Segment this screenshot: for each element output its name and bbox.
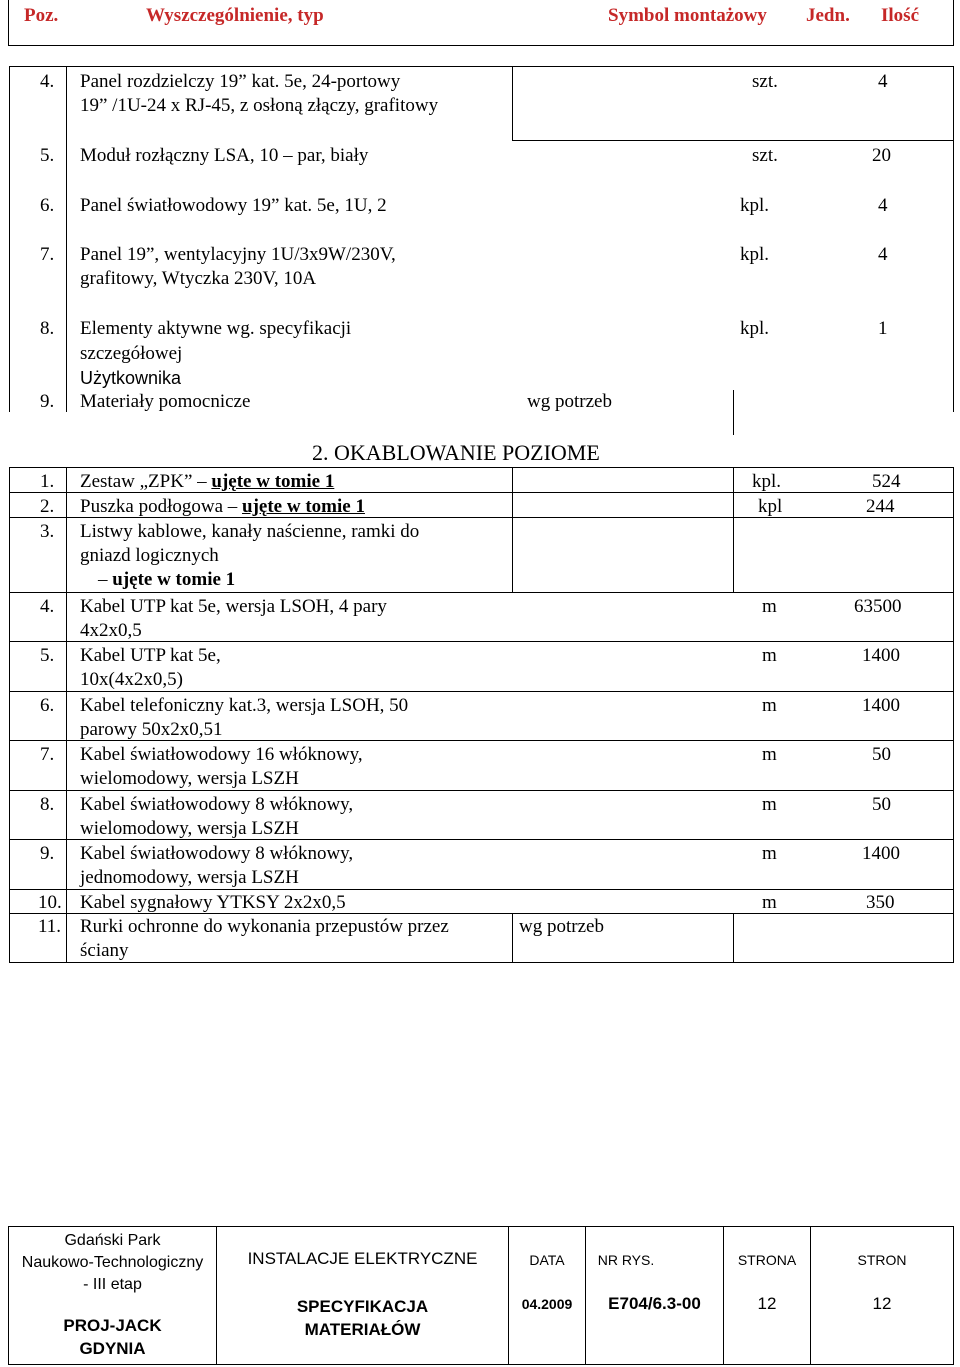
date-value: 04.2009 bbox=[521, 1296, 573, 1312]
drawing-number-label: NR RYS. bbox=[597, 1252, 655, 1268]
row-unit: szt. bbox=[752, 71, 778, 92]
row-unit: kpl bbox=[758, 496, 783, 517]
row-unit: m bbox=[762, 645, 777, 666]
row-quantity: 244 bbox=[866, 496, 895, 517]
row-description: Kabel światłowodowy 8 włóknowy, bbox=[80, 794, 354, 815]
row-number: 4. bbox=[40, 71, 55, 92]
row-quantity: 4 bbox=[878, 195, 888, 216]
row-description-cont: 10x(4x2x0,5) bbox=[80, 669, 183, 690]
row-quantity: 524 bbox=[872, 471, 901, 492]
row-quantity: 1400 bbox=[862, 843, 900, 864]
row-number: 6. bbox=[40, 695, 55, 716]
row-description: Panel rozdzielczy 19” kat. 5e, 24-portowy bbox=[80, 71, 401, 92]
row-description-cont: 4x2x0,5 bbox=[80, 620, 142, 641]
row-number: 2. bbox=[40, 496, 55, 517]
row-description-cont: 19” /1U-24 x RJ-45, z osłoną złączy, grafitowy bbox=[80, 95, 439, 116]
company-name: PROJ-JACK GDYNIA bbox=[63, 1316, 162, 1358]
header-description: Wyszczególnienie, typ bbox=[146, 5, 324, 26]
row-note: wg potrzeb bbox=[519, 916, 604, 937]
row-unit: kpl. bbox=[740, 318, 770, 339]
document-title: SPECYFIKACJA MATERIAŁÓW bbox=[296, 1297, 429, 1339]
row-number: 1. bbox=[40, 471, 55, 492]
row-unit: m bbox=[762, 892, 777, 913]
row-quantity: 4 bbox=[878, 244, 888, 265]
page-number: 12 bbox=[757, 1294, 777, 1313]
row-unit: m bbox=[762, 843, 777, 864]
row-quantity: 50 bbox=[872, 744, 891, 765]
row-description-cont: wielomodowy, wersja LSZH bbox=[80, 818, 299, 839]
row-description: Kabel UTP kat 5e, bbox=[80, 645, 221, 666]
row-unit: m bbox=[762, 794, 777, 815]
row-quantity: 20 bbox=[872, 145, 891, 166]
row-description: Listwy kablowe, kanały naścienne, ramki do bbox=[80, 521, 420, 542]
drawing-number: E704/6.3-00 bbox=[608, 1294, 701, 1313]
page-label: STRONA bbox=[737, 1252, 797, 1268]
row-quantity: 4 bbox=[878, 71, 888, 92]
row-description-cont: jednomodowy, wersja LSZH bbox=[80, 867, 299, 888]
row-unit: kpl. bbox=[752, 471, 782, 492]
row-number: 9. bbox=[40, 843, 55, 864]
row-description: Moduł rozłączny LSA, 10 – par, biały bbox=[80, 145, 369, 166]
row-description: Panel 19”, wentylacyjny 1U/3x9W/230V, bbox=[80, 244, 396, 265]
row-description: Panel światłowodowy 19” kat. 5e, 1U, 2 bbox=[80, 195, 387, 216]
row-number: 8. bbox=[40, 318, 55, 339]
row-number: 5. bbox=[40, 145, 55, 166]
row-description-cont: – ujęte w tomie 1 bbox=[98, 569, 236, 590]
row-unit: m bbox=[762, 596, 777, 617]
row-quantity: 50 bbox=[872, 794, 891, 815]
row-description: Materiały pomocnicze bbox=[80, 391, 251, 412]
row-note: wg potrzeb bbox=[527, 391, 612, 412]
row-number: 6. bbox=[40, 195, 55, 216]
row-unit: m bbox=[762, 744, 777, 765]
row-number: 10. bbox=[38, 892, 62, 913]
date-label: DATA bbox=[529, 1252, 565, 1268]
row-number: 4. bbox=[40, 596, 55, 617]
row-description: Puszka podłogowa – ujęte w tomie 1 bbox=[80, 496, 365, 517]
row-description-cont: wielomodowy, wersja LSZH bbox=[80, 768, 299, 789]
row-unit: m bbox=[762, 695, 777, 716]
header-symbol: Symbol montażowy bbox=[608, 5, 767, 26]
pages-label: STRON bbox=[857, 1252, 907, 1268]
row-description-cont: ściany bbox=[80, 940, 129, 961]
row-description: Kabel UTP kat 5e, wersja LSOH, 4 pary bbox=[80, 596, 387, 617]
row-description: Elementy aktywne wg. specyfikacji bbox=[80, 318, 352, 339]
organization-name: Gdański Park Naukowo-Technologiczny - III etap bbox=[21, 1232, 204, 1293]
row-description-cont: parowy 50x2x0,51 bbox=[80, 719, 223, 740]
row-number: 7. bbox=[40, 244, 55, 265]
row-description-cont: Użytkownika bbox=[80, 368, 182, 388]
discipline: INSTALACJE ELEKTRYCZNE bbox=[247, 1249, 478, 1268]
row-quantity: 1 bbox=[878, 318, 888, 339]
row-description: Kabel światłowodowy 16 włóknowy, bbox=[80, 744, 363, 765]
row-description: Zestaw „ZPK” – ujęte w tomie 1 bbox=[80, 471, 335, 492]
row-unit: kpl. bbox=[740, 244, 770, 265]
row-number: 5. bbox=[40, 645, 55, 666]
header-poz: Poz. bbox=[24, 5, 59, 26]
row-description: Kabel sygnałowy YTKSY 2x2x0,5 bbox=[80, 892, 346, 913]
row-quantity: 1400 bbox=[862, 645, 900, 666]
row-unit: szt. bbox=[752, 145, 778, 166]
section-title: 2. OKABLOWANIE POZIOME bbox=[312, 440, 600, 465]
row-description: Kabel telefoniczny kat.3, wersja LSOH, 50 bbox=[80, 695, 409, 716]
pages-total: 12 bbox=[872, 1294, 892, 1313]
row-description: Rurki ochronne do wykonania przepustów przez bbox=[80, 916, 449, 937]
row-quantity: 63500 bbox=[854, 596, 902, 617]
row-description: Kabel światłowodowy 8 włóknowy, bbox=[80, 843, 354, 864]
row-quantity: 1400 bbox=[862, 695, 900, 716]
row-quantity: 350 bbox=[866, 892, 895, 913]
row-number: 7. bbox=[40, 744, 55, 765]
row-unit: kpl. bbox=[740, 195, 770, 216]
row-description-cont: szczegółowej bbox=[80, 343, 183, 364]
row-description-cont: gniazd logicznych bbox=[80, 545, 219, 566]
row-number: 8. bbox=[40, 794, 55, 815]
row-description-cont: grafitowy, Wtyczka 230V, 10A bbox=[80, 268, 317, 289]
row-number: 9. bbox=[40, 391, 55, 412]
header-unit: Jedn. bbox=[806, 5, 850, 26]
row-number: 3. bbox=[40, 521, 55, 542]
row-number: 11. bbox=[38, 916, 62, 937]
header-quantity: Ilość bbox=[881, 5, 919, 26]
